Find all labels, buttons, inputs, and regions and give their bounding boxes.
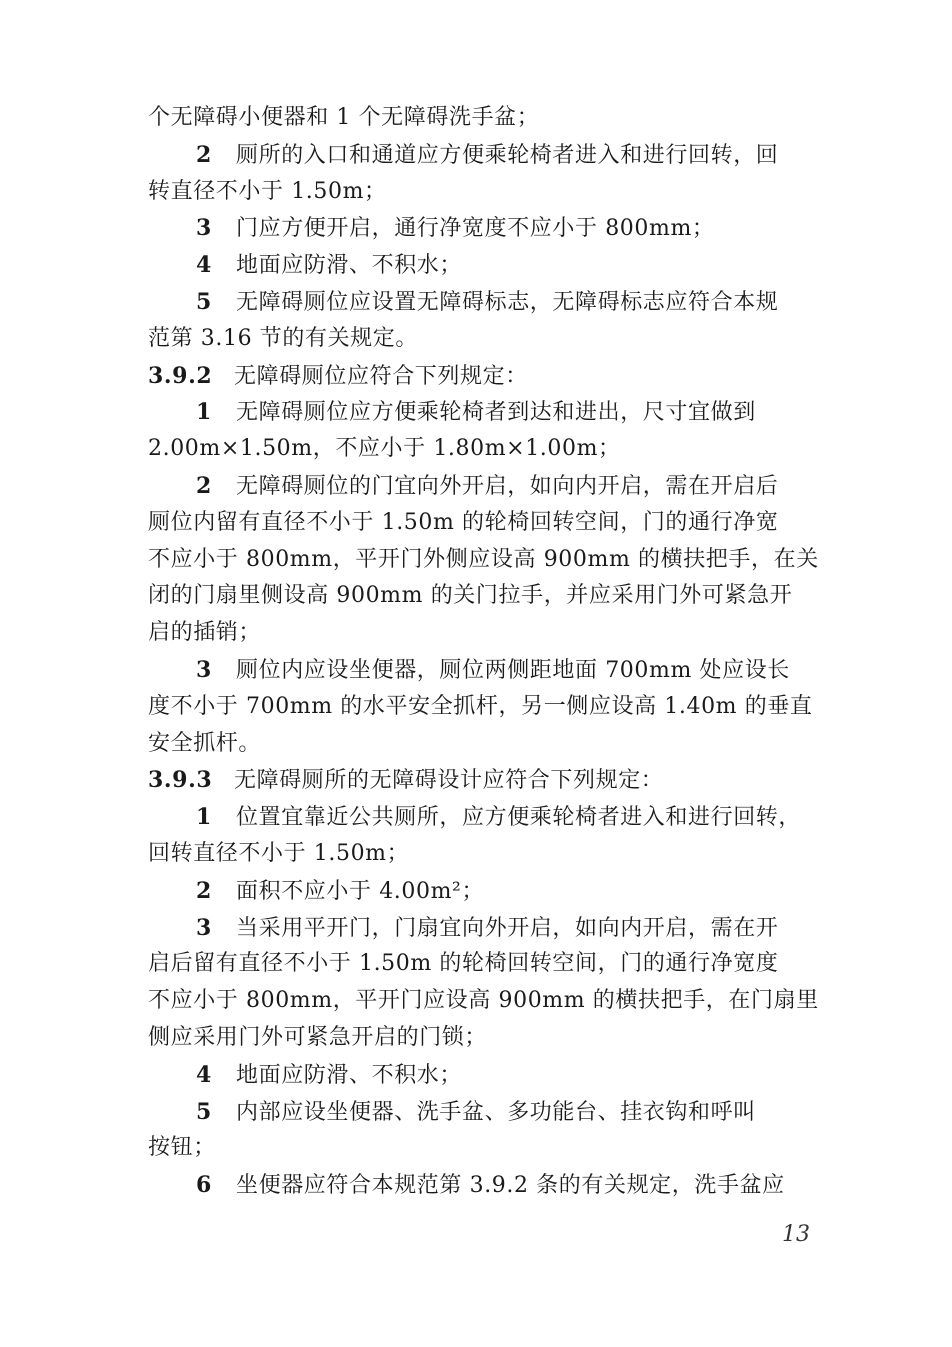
item-number: 3 [196,215,212,242]
text-line: 闭的门扇里侧设高 900mm 的关门拉手，并应采用门外可紧急开 [148,583,793,609]
list-item: 3 厕位内应设坐便器，厕位两侧距地面 700mm 处应设长 [148,652,838,689]
list-item: 5 无障碍厕位应设置无障碍标志，无障碍标志应符合本规 [148,284,838,321]
item-number: 5 [196,1098,212,1125]
item-number: 3 [196,914,212,941]
text-line: 安全抓杆。 [148,730,262,756]
text-line: 启后留有直径不小于 1.50m 的轮椅回转空间，门的通行净宽度 [148,951,779,977]
item-number: 6 [196,1172,212,1199]
item-number: 4 [196,1061,212,1088]
list-item: 6 坐便器应符合本规范第 3.9.2 条的有关规定，洗手盆应 [148,1167,838,1204]
text-line: 回转直径不小于 1.50m； [148,840,410,866]
text-line: 启的插销； [148,620,262,646]
text-line: 不应小于 800mm，平开门应设高 900mm 的横扶把手，在门扇里 [148,988,819,1014]
item-number: 4 [196,252,212,279]
page-number: 13 [782,1222,810,1247]
text-line: 转直径不小于 1.50m； [148,178,387,204]
text-line: 按钮； [148,1135,216,1161]
document-page [148,100,838,1204]
text-line: 2.00m×1.50m，不应小于 1.80m×1.00m； [148,436,621,462]
list-item: 2 面积不应小于 4.00m²； [148,873,838,910]
list-item: 1 无障碍厕位应方便乘轮椅者到达和进出，尺寸宜做到 [148,394,838,431]
text-line: 范第 3.16 节的有关规定。 [148,325,418,351]
text-line: 侧应采用门外可紧急开启的门锁； [148,1024,488,1050]
list-item: 4 地面应防滑、不积水； [148,1057,838,1094]
list-item: 3 门应方便开启，通行净宽度不应小于 800mm； [148,210,838,247]
item-number: 1 [196,804,212,831]
text-line: 不应小于 800mm，平开门外侧应设高 900mm 的横扶把手，在关 [148,546,819,572]
item-number: 2 [196,877,212,904]
list-item: 3 当采用平开门，门扇宜向外开启，如向内开启，需在开 [148,910,838,947]
item-number: 2 [196,141,212,168]
item-number: 1 [196,399,212,426]
item-number: 5 [196,288,212,315]
list-item: 2 厕所的入口和通道应方便乘轮椅者进入和进行回转，回 [148,137,838,174]
clause-number: 3.9.3 [148,767,213,794]
clause-number: 3.9.2 [148,362,213,389]
text-line: 度不小于 700mm 的水平安全抓杆，另一侧应设高 1.40m 的垂直 [148,693,813,719]
text-line: 厕位内留有直径不小于 1.50m 的轮椅回转空间，门的通行净宽 [148,509,779,535]
list-item: 2 无障碍厕位的门宜向外开启，如向内开启，需在开启后 [148,468,838,505]
list-item: 5 内部应设坐便器、洗手盆、多功能台、挂衣钩和呼叫 [148,1094,838,1131]
list-item: 1 位置宜靠近公共厕所，应方便乘轮椅者进入和进行回转， [148,799,838,836]
item-number: 3 [196,656,212,683]
clause-heading: 3.9.2 无障碍厕位应符合下列规定： [148,358,838,395]
text-line: 个无障碍小便器和 1 个无障碍洗手盆； [148,105,540,130]
list-item: 4 地面应防滑、不积水； [148,247,838,284]
clause-heading: 3.9.3 无障碍厕所的无障碍设计应符合下列规定： [148,762,838,799]
item-number: 2 [196,472,212,499]
